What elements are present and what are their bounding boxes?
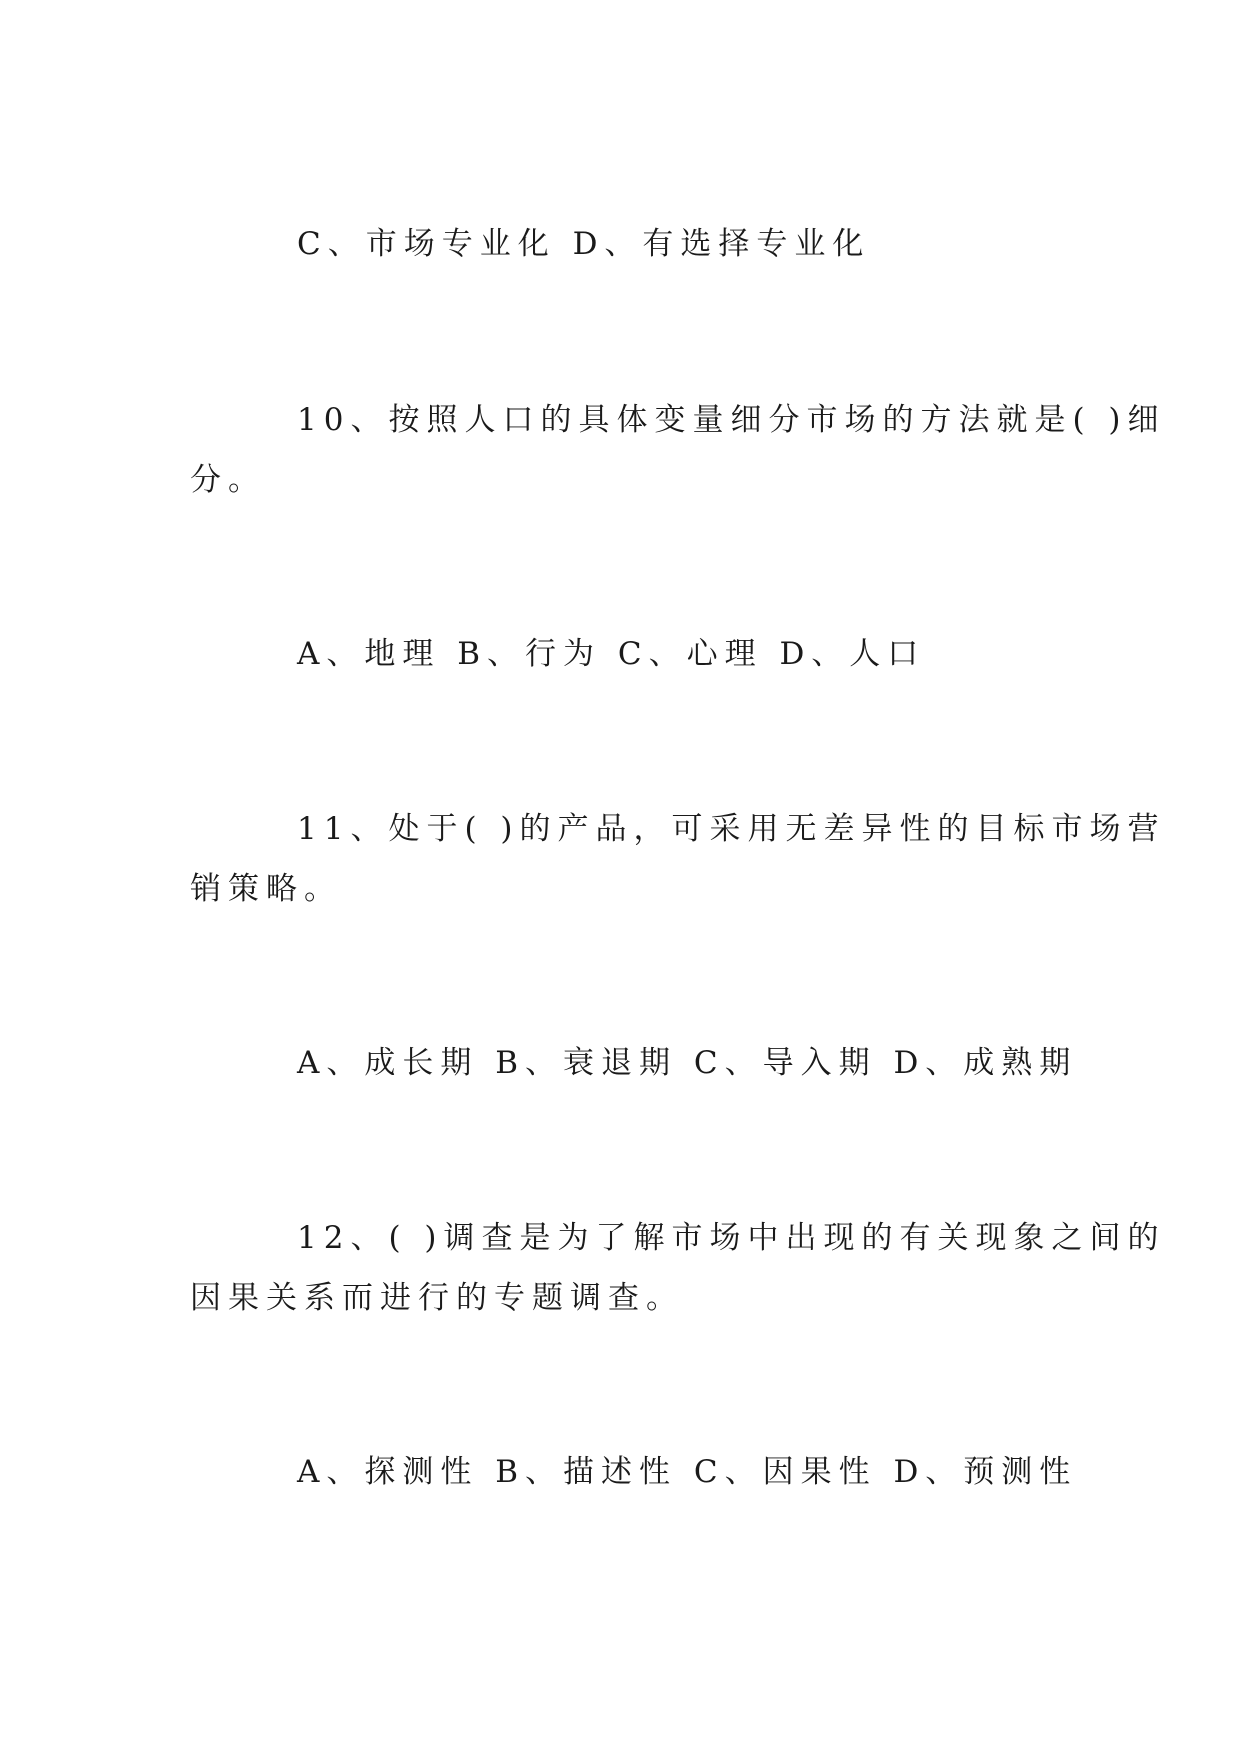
answer-options-q10: A、地理 B、行为 C、心理 D、人口 <box>297 636 926 672</box>
question-12-line-1: 12、( )调查是为了解市场中出现的有关现象之间的 <box>297 1220 1166 1256</box>
question-12-line-2: 因果关系而进行的专题调查。 <box>190 1280 684 1316</box>
answer-options-q11: A、成长期 B、衰退期 C、导入期 D、成熟期 <box>297 1045 1078 1081</box>
question-11-line-1: 11、处于( )的产品，可采用无差异性的目标市场营 <box>297 811 1166 847</box>
question-10-line-2: 分。 <box>190 462 266 498</box>
question-10-line-1: 10、按照人口的具体变量细分市场的方法就是( )细 <box>297 402 1166 438</box>
question-11-line-2: 销策略。 <box>190 871 342 907</box>
answer-options-q12: A、探测性 B、描述性 C、因果性 D、预测性 <box>297 1454 1078 1490</box>
answer-options-q9: C、市场专业化 D、有选择专业化 <box>297 226 871 262</box>
